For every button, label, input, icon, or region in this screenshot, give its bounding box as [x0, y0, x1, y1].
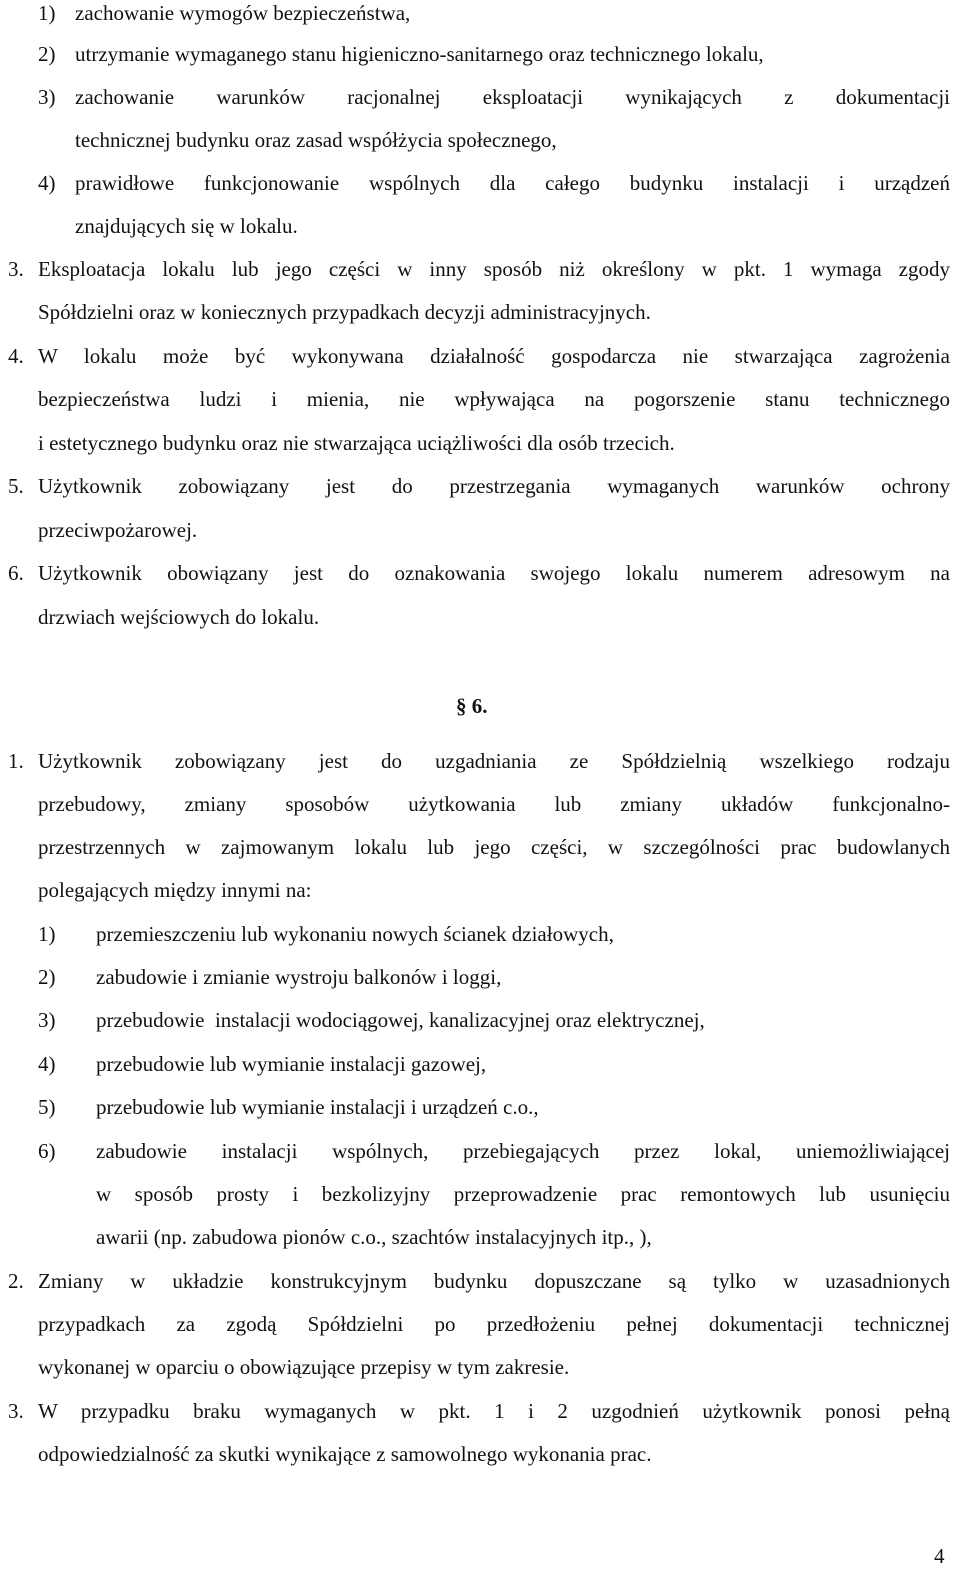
list-item-text: utrzymanie wymaganego stanu higieniczno-sanitarnego oraz technicznego lokalu, — [75, 42, 764, 66]
paragraph-line: przestrzennych w zajmowanym lokalu lub jego części, w szczególności prac budowlanych — [38, 835, 950, 859]
paragraph-line: W lokalu może być wykonywana działalność gospodarcza nie stwarzająca zagrożenia — [38, 344, 950, 368]
point-number: 3. — [8, 257, 24, 281]
paragraph-line: przebudowy, zmiany sposobów użytkowania lub zmiany układów funkcjonalno- — [38, 792, 950, 816]
paragraph-line: Użytkownik zobowiązany jest do przestrzegania wymaganych warunków ochrony — [38, 474, 950, 498]
paragraph-line: Zmiany w układzie konstrukcyjnym budynku dopuszczane są tylko w uzasadnionych — [38, 1269, 950, 1293]
point-number: 6. — [8, 561, 24, 585]
list-item-number: 3) — [38, 85, 56, 109]
list-item-continuation: znajdujących się w lokalu. — [75, 214, 298, 238]
sub-item-text: przebudowie instalacji wodociągowej, kanalizacyjnej oraz elektrycznej, — [96, 1008, 705, 1032]
paragraph-line: i estetycznego budynku oraz nie stwarzająca uciążliwości dla osób trzecich. — [38, 431, 675, 455]
point-number: 4. — [8, 344, 24, 368]
paragraph-line: przypadkach za zgodą Spółdzielni po przedłożeniu pełnej dokumentacji technicznej — [38, 1312, 950, 1336]
list-item-continuation: technicznej budynku oraz zasad współżycia społecznego, — [75, 128, 557, 152]
list-item-text: zachowanie warunków racjonalnej eksploatacji wynikających z dokumentacji — [75, 85, 950, 109]
list-item-text: prawidłowe funkcjonowanie wspólnych dla całego budynku instalacji i urządzeń — [75, 171, 950, 195]
list-item-number: 2) — [38, 42, 56, 66]
list-item-number: 1) — [38, 1, 56, 25]
sub-item-number: 3) — [38, 1008, 56, 1032]
sub-item-number: 5) — [38, 1095, 56, 1119]
paragraph-line: Eksploatacja lokalu lub jego części w inny sposób niż określony w pkt. 1 wymaga zgody — [38, 257, 950, 281]
sub-item-number: 4) — [38, 1052, 56, 1076]
paragraph-line: wykonanej w oparciu o obowiązujące przepisy w tym zakresie. — [38, 1355, 570, 1379]
point-number: 1. — [8, 749, 24, 773]
list-item-number: 4) — [38, 171, 56, 195]
sub-item-text: awarii (np. zabudowa pionów c.o., szachtów instalacyjnych itp., ), — [96, 1225, 652, 1249]
list-item-text: zachowanie wymogów bezpieczeństwa, — [75, 1, 411, 25]
paragraph-line: bezpieczeństwa ludzi i mienia, nie wpływająca na pogorszenie stanu technicznego — [38, 387, 950, 411]
section-heading: § 6. — [456, 694, 488, 718]
sub-item-number: 1) — [38, 922, 56, 946]
paragraph-line: Użytkownik zobowiązany jest do uzgadniania ze Spółdzielnią wszelkiego rodzaju — [38, 749, 950, 773]
paragraph-line: odpowiedzialność za skutki wynikające z samowolnego wykonania prac. — [38, 1442, 652, 1466]
paragraph-line: Spółdzielni oraz w koniecznych przypadkach decyzji administracyjnych. — [38, 300, 651, 324]
sub-item-text: przebudowie lub wymianie instalacji i urządzeń c.o., — [96, 1095, 539, 1119]
sub-item-text: zabudowie i zmianie wystroju balkonów i loggi, — [96, 965, 502, 989]
point-number: 5. — [8, 474, 24, 498]
sub-item-number: 2) — [38, 965, 56, 989]
point-number: 3. — [8, 1399, 24, 1423]
sub-item-text: przemieszczeniu lub wykonaniu nowych ścianek działowych, — [96, 922, 614, 946]
page-number: 4 — [934, 1544, 945, 1568]
paragraph-line: W przypadku braku wymaganych w pkt. 1 i 2 uzgodnień użytkownik ponosi pełną — [38, 1399, 950, 1423]
paragraph-line: drzwiach wejściowych do lokalu. — [38, 605, 320, 629]
point-number: 2. — [8, 1269, 24, 1293]
sub-item-number: 6) — [38, 1139, 56, 1163]
paragraph-line: Użytkownik obowiązany jest do oznakowania swojego lokalu numerem adresowym na — [38, 561, 950, 585]
sub-item-text: zabudowie instalacji wspólnych, przebiegających przez lokal, uniemożliwiającej — [96, 1139, 950, 1163]
paragraph-line: polegających między innymi na: — [38, 878, 312, 902]
sub-item-text: przebudowie lub wymianie instalacji gazowej, — [96, 1052, 487, 1076]
sub-item-text: w sposób prosty i bezkolizyjny przeprowadzenie prac remontowych lub usunięciu — [96, 1182, 950, 1206]
paragraph-line: przeciwpożarowej. — [38, 518, 198, 542]
